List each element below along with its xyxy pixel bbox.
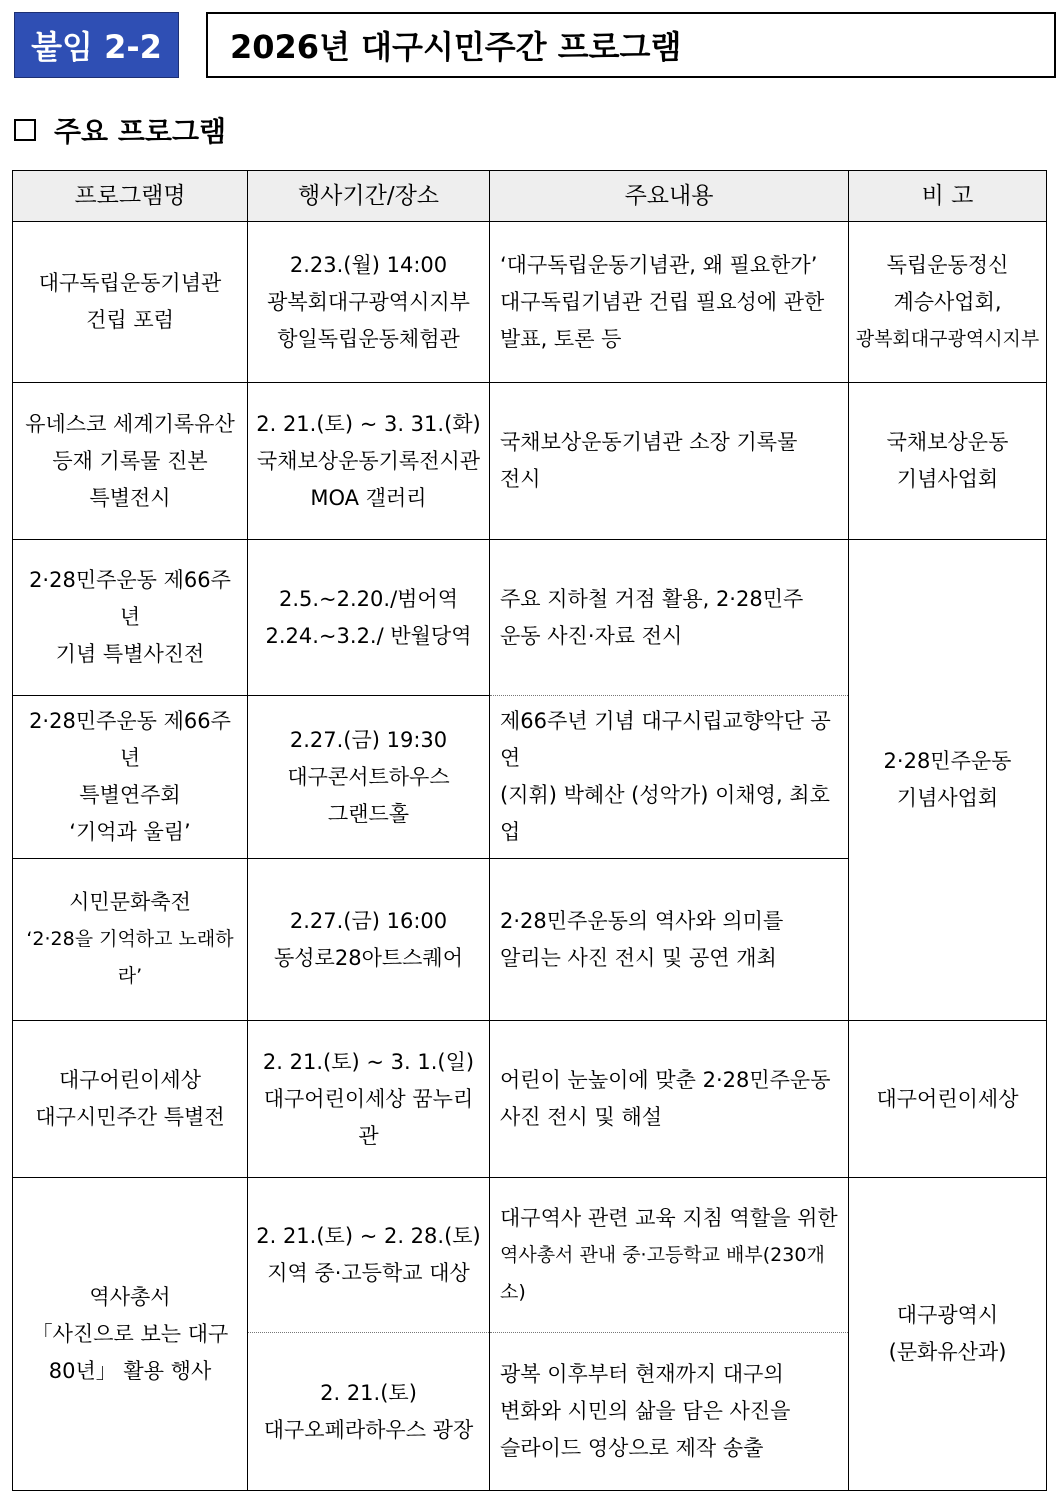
content-cell — [490, 1333, 849, 1491]
period-cell — [248, 383, 490, 540]
period-cell — [248, 222, 490, 383]
program-name-line: 기념 특별사진전 — [55, 642, 205, 666]
program-name-cell — [13, 222, 248, 383]
content-line: 알리는 사진 전시 및 공연 개최 — [500, 945, 777, 970]
program-name-cell — [13, 696, 248, 859]
content-line: 전시 — [500, 467, 541, 491]
program-name-line: 2·28민주운동 제66주년 — [29, 709, 231, 770]
program-name-cell — [13, 540, 248, 696]
note-cell — [849, 1021, 1047, 1178]
period-cell — [248, 696, 490, 859]
program-name-line: 건립 포럼 — [86, 308, 174, 332]
attachment-badge: 붙임 2-2 — [14, 12, 179, 78]
program-name-line: 대구독립운동기념관 — [38, 271, 222, 295]
section-title: 주요 프로그램 — [54, 115, 227, 148]
table-row — [13, 1021, 1047, 1178]
content-line: 슬라이드 영상으로 제작 송출 — [500, 1436, 764, 1460]
note-cell — [849, 540, 1047, 1021]
column-header-period: 행사기간/장소 — [248, 171, 490, 222]
content-line: (지휘) 박혜산 (성악가) 이채영, 최호업 — [500, 783, 830, 844]
period-cell — [248, 1021, 490, 1178]
content-line: ‘대구독립운동기념관, 왜 필요한가’ — [500, 252, 818, 277]
note-line: 독립운동정신 — [886, 252, 1009, 277]
content-line: 주요 지하철 거점 활용, 2·28민주 — [500, 586, 804, 611]
note-line: 광복회대구광역시지부 — [855, 327, 1040, 350]
period-cell — [248, 859, 490, 1021]
note-cell — [849, 222, 1047, 383]
page-title-text: 2026년 대구시민주간 프로그램 — [230, 28, 682, 66]
period-line: 2.27.(금) 19:30 — [289, 727, 448, 752]
program-name-line: 등재 기록물 진본 — [52, 448, 208, 473]
period-line: 국채보상운동기록전시관 — [256, 448, 481, 473]
column-header-note: 비 고 — [849, 171, 1047, 222]
content-line: 제66주년 기념 대구시립교향악단 공연 — [500, 709, 831, 770]
checkbox-square-icon — [14, 119, 36, 141]
section-heading — [14, 110, 226, 150]
column-header-content: 주요내용 — [490, 171, 849, 222]
period-cell — [248, 540, 490, 696]
note-line: (문화유산과) — [888, 1340, 1007, 1364]
period-line: 2. 21.(토) ~ 3. 31.(화) — [256, 411, 481, 436]
period-line: 2.23.(월) 14:00 — [289, 252, 448, 277]
content-cell — [490, 1178, 849, 1333]
program-name-line: 대구시민주간 특별전 — [35, 1105, 225, 1129]
program-name-line: 역사총서 — [89, 1284, 171, 1309]
program-name-cell — [13, 1178, 248, 1491]
content-line: 광복 이후부터 현재까지 대구의 — [500, 1362, 784, 1386]
note-line: 기념사업회 — [896, 786, 999, 810]
content-cell — [490, 222, 849, 383]
content-cell — [490, 383, 849, 540]
period-cell — [248, 1333, 490, 1491]
period-line: 2. 21.(토) — [320, 1380, 417, 1405]
table-row — [13, 1178, 1047, 1333]
program-name-cell — [13, 383, 248, 540]
period-line: 2.24.~3.2./ 반월당역 — [265, 623, 472, 648]
content-line: 어린이 눈높이에 맞춘 2·28민주운동 — [500, 1068, 831, 1092]
program-name-line: 대구어린이세상 — [58, 1068, 201, 1092]
content-line: 2·28민주운동의 역사와 의미를 — [500, 908, 784, 933]
content-cell — [490, 859, 849, 1021]
content-line: 변화와 시민의 삶을 담은 사진을 — [500, 1399, 791, 1423]
program-table — [12, 170, 1047, 1491]
note-line: 2·28민주운동 — [883, 749, 1012, 773]
note-line: 국채보상운동 — [886, 430, 1009, 454]
content-line: 운동 사진·자료 전시 — [500, 623, 683, 648]
program-name-line: 특별전시 — [89, 485, 171, 510]
table-row — [13, 222, 1047, 383]
program-name-line: ‘2·28을 기억하고 노래하라’ — [26, 928, 234, 987]
content-line: 발표, 토론 등 — [500, 326, 622, 351]
program-name-line: 시민문화축전 — [69, 890, 191, 914]
table-row — [13, 383, 1047, 540]
period-line: 2. 21.(토) ~ 3. 1.(일) — [262, 1049, 475, 1074]
note-line: 대구어린이세상 — [876, 1086, 1019, 1111]
period-line: 대구어린이세상 꿈누리관 — [263, 1086, 474, 1148]
period-line: 2.5.~2.20./범어역 — [278, 586, 459, 611]
period-line: 광복회대구광역시지부 — [267, 289, 470, 314]
program-name-cell — [13, 859, 248, 1021]
content-cell — [490, 1021, 849, 1178]
note-line: 대구광역시 — [896, 1303, 999, 1327]
content-line: 대구역사 관련 교육 지침 역할을 위한 — [500, 1205, 838, 1230]
program-name-line: 2·28민주운동 제66주년 — [29, 568, 231, 629]
page-title — [206, 12, 1056, 78]
content-line: 사진 전시 및 해설 — [500, 1105, 663, 1129]
period-line: MOA 갤러리 — [310, 485, 427, 510]
content-line: 역사총서 관내 중·고등학교 배부(230개소) — [500, 1243, 825, 1303]
program-name-line: 「사진으로 보는 대구 — [31, 1321, 229, 1346]
content-cell — [490, 540, 849, 696]
period-line: 지역 중·고등학교 대상 — [267, 1261, 470, 1285]
period-line: 그랜드홀 — [327, 801, 410, 826]
period-line: 항일독립운동체험관 — [277, 326, 460, 351]
note-line: 계승사업회, — [893, 289, 1002, 314]
table-header-row — [13, 171, 1047, 222]
period-line: 2.27.(금) 16:00 — [289, 908, 448, 933]
program-name-line: 유네스코 세계기록유산 — [25, 411, 235, 436]
period-line: 동성로28아트스퀘어 — [273, 945, 463, 970]
program-name-line: ‘기억과 울림’ — [69, 820, 191, 844]
content-cell — [490, 696, 849, 859]
column-header-name: 프로그램명 — [13, 171, 248, 222]
table-row — [13, 540, 1047, 696]
period-line: 대구콘서트하우스 — [287, 764, 450, 789]
program-name-cell — [13, 1021, 248, 1178]
note-cell — [849, 383, 1047, 540]
period-line: 2. 21.(토) ~ 2. 28.(토) — [256, 1224, 481, 1248]
period-cell — [248, 1178, 490, 1333]
note-line: 기념사업회 — [896, 467, 999, 491]
program-name-line: 특별연주회 — [79, 783, 181, 807]
content-line: 국채보상운동기념관 소장 기록물 — [500, 430, 798, 454]
period-line: 대구오페라하우스 광장 — [263, 1417, 474, 1442]
program-name-line: 80년」 활용 행사 — [48, 1358, 212, 1383]
content-line: 대구독립기념관 건립 필요성에 관한 — [500, 289, 825, 314]
note-cell — [849, 1178, 1047, 1491]
